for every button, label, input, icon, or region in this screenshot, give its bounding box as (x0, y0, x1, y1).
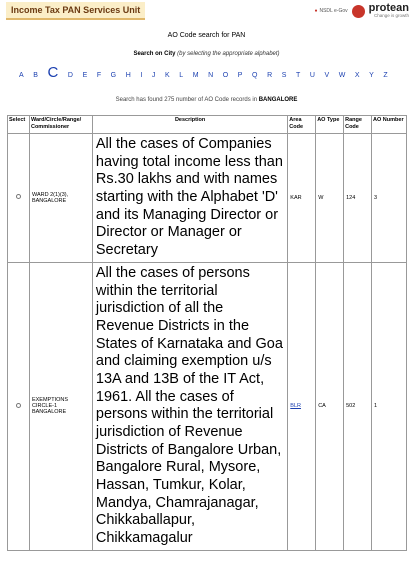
alphabet-letter-o[interactable]: O (222, 72, 229, 79)
alphabet-letter-f[interactable]: F (96, 72, 102, 79)
col-select: Select (8, 116, 30, 134)
ward-cell: WARD 2(1)(3), BANGALORE (29, 134, 92, 263)
results-city: BANGALORE (258, 97, 298, 103)
table-row (8, 134, 407, 263)
alphabet-letter-k[interactable]: K (164, 72, 170, 79)
alphabet-letter-n[interactable]: N (208, 72, 214, 79)
alphabet-letter-i[interactable]: I (140, 72, 143, 79)
alphabet-letter-l[interactable]: L (179, 72, 184, 79)
alphabet-letter-t[interactable]: T (295, 72, 301, 79)
row-select-cell (8, 262, 30, 550)
table-row (8, 262, 407, 550)
alphabet-letter-y[interactable]: Y (369, 72, 374, 79)
area-code-cell: KAR (288, 134, 316, 263)
row-select-cell (8, 134, 30, 263)
alphabet-letter-m[interactable]: M (192, 72, 199, 79)
ao-type-cell: W (316, 134, 344, 263)
col-ward: Ward/Circle/Range/ Commissioner (29, 116, 92, 134)
header-logos (314, 3, 409, 19)
alphabet-letter-s[interactable]: S (281, 72, 287, 79)
results-prefix: Search has found 275 number of AO Code records in (115, 97, 258, 103)
row-select-radio[interactable] (16, 403, 21, 408)
description-cell: All the cases of persons within the territorial jurisdiction of all the Revenue Districts in the States of Karnataka and Goa and claiming exemption u/s 13A and 13B of the IT Act, 1961. All the cases of persons within the territorial jurisdiction of Revenue Districts of Bangalore Urban, Bangalore Rural, Mysore, Hassan, Tumkur, Kolar, Mandya, Chamrajanagar, Chikkaballapur, Chikkamagalur (92, 262, 287, 550)
protean-logo-icon (352, 5, 365, 18)
site-header (0, 0, 413, 22)
alphabet-letter-u[interactable]: U (309, 72, 315, 79)
alphabet-letter-p[interactable]: P (237, 72, 243, 79)
nsdl-logo (314, 8, 347, 14)
alphabet-nav (19, 64, 388, 81)
col-description: Description (92, 116, 287, 134)
description-cell: All the cases of Companies having total income less than Rs.30 lakhs and with names starting with the Alphabet 'D' and its Managing Director or Director or Manager or Secretary (92, 134, 287, 263)
range-code-cell: 124 (344, 134, 372, 263)
alphabet-letter-e[interactable]: E (82, 72, 88, 79)
ao-type-cell: CA (316, 262, 344, 550)
alphabet-letter-a[interactable]: A (19, 72, 24, 79)
protean-logo (369, 3, 409, 19)
area-code-link[interactable]: BLR (290, 403, 301, 410)
col-ao-type: AO Type (316, 116, 344, 134)
alphabet-letter-g[interactable]: G (110, 72, 117, 79)
ao-code-table (7, 115, 407, 551)
row-select-radio[interactable] (16, 194, 21, 199)
col-range-code: Range Code (344, 116, 372, 134)
alphabet-letter-v[interactable]: V (324, 72, 330, 79)
page-subtitle: AO Code search for PAN (167, 32, 246, 39)
area-code-cell[interactable] (288, 262, 316, 550)
nsdl-logo-text: NSDL e-Gov (319, 8, 348, 14)
ao-number-cell: 1 (372, 262, 407, 550)
search-instruction (0, 51, 413, 57)
alphabet-letter-c[interactable]: C (47, 64, 59, 81)
search-label: Search on City (133, 51, 176, 57)
ward-cell: EXEMPTIONS CIRCLE-1 BANGALORE (29, 262, 92, 550)
nsdl-logo-icon: ● (314, 8, 318, 14)
range-code-cell: 502 (344, 262, 372, 550)
protean-brand: protean (368, 2, 409, 15)
alphabet-letter-z[interactable]: Z (383, 72, 388, 79)
search-hint: (by selecting the appropriate alphabet) (177, 51, 280, 57)
results-summary (0, 97, 413, 103)
alphabet-letter-q[interactable]: Q (252, 72, 258, 79)
alphabet-letter-x[interactable]: X (354, 72, 360, 79)
col-area-code: Area Code (288, 116, 316, 134)
alphabet-letter-d[interactable]: D (67, 72, 73, 79)
alphabet-letter-r[interactable]: R (267, 72, 273, 79)
alphabet-letter-b[interactable]: B (33, 72, 38, 79)
alphabet-letter-w[interactable]: W (338, 72, 346, 79)
col-ao-number: AO Number (372, 116, 407, 134)
alphabet-letter-h[interactable]: H (125, 72, 131, 79)
site-title: Income Tax PAN Services Unit (6, 2, 145, 20)
alphabet-letter-j[interactable]: J (151, 72, 156, 79)
table-header-row (8, 116, 407, 134)
protean-tagline: Change is growth (373, 13, 409, 19)
ao-number-cell: 3 (372, 134, 407, 263)
